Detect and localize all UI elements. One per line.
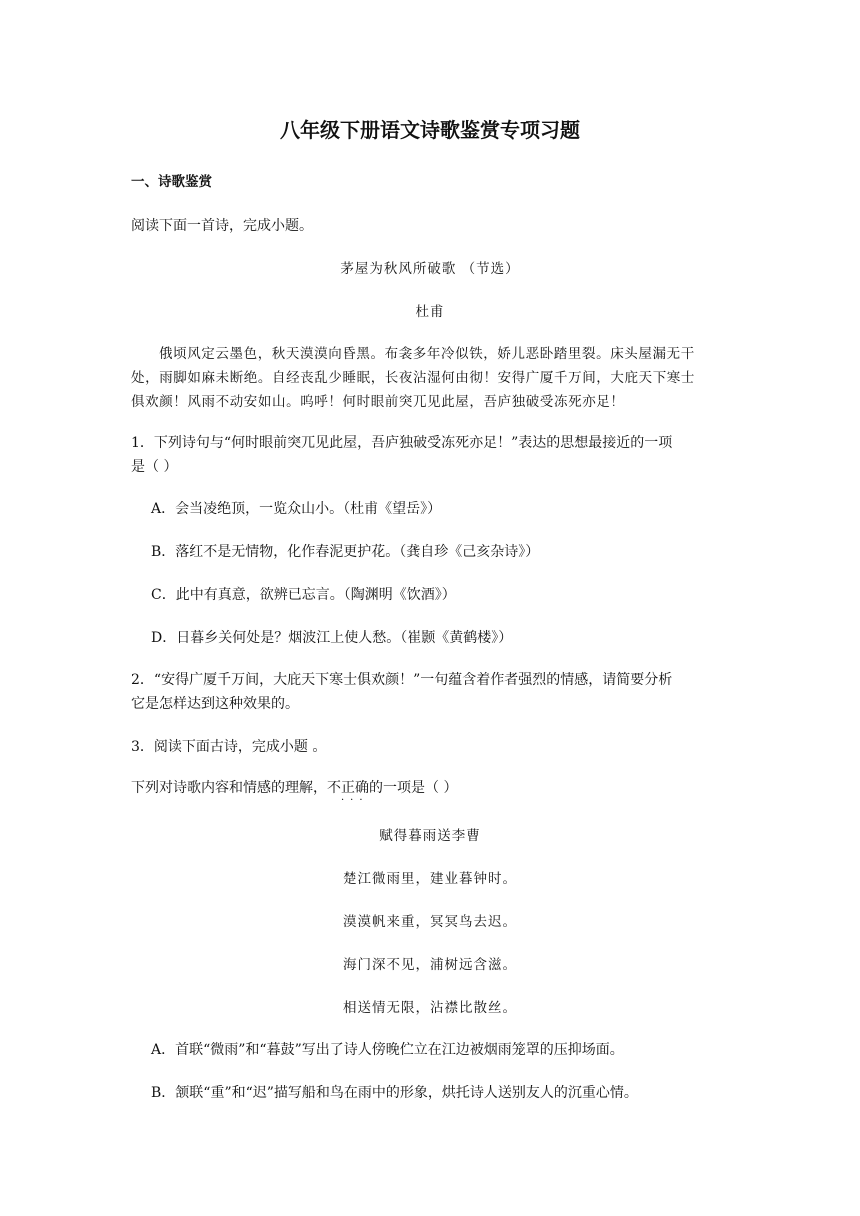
question-2-text-cont: 它是怎样达到这种效果的。	[131, 696, 299, 712]
reading-instruction: 阅读下面一首诗，完成小题。	[131, 218, 313, 234]
question-3-option-b: B．颔联“重”和“迟”描写船和鸟在雨中的形象，烘托诗人送别友人的沉重心情。	[151, 1085, 638, 1101]
question-3-text: 下列对诗歌内容和情感的理解，不正确的一项是（ ）	[131, 780, 458, 796]
option-c: C．此中有真意，欲辨已忘言。（陶渊明《饮酒》）	[151, 587, 456, 603]
poem-author: 杜甫	[415, 304, 445, 320]
poem-2-line: 漠漠帆来重，冥冥鸟去迟。	[343, 914, 517, 930]
option-b: B．落红不是无情物，化作春泥更护花。（龚自珍《己亥杂诗》）	[151, 544, 540, 560]
poem-2-line: 相送情无限，沾襟比散丝。	[343, 1000, 517, 1016]
poem-text-line: 俄顷风定云墨色，秋天漠漠向昏黑。布衾多年冷似铁，娇儿恶卧踏里裂。床头屋漏无干	[159, 346, 695, 362]
poem-2-line: 海门深不见，浦树远含滋。	[343, 957, 517, 973]
section-heading: 一、诗歌鉴赏	[131, 174, 212, 190]
poem-text-line: 俱欢颜！风雨不动安如山。呜呼！何时眼前突兀见此屋，吾庐独破受冻死亦足！	[131, 394, 625, 410]
poem-2-title: 赋得暮雨送李曹	[379, 828, 481, 844]
question-2-text: 2．“安得广厦千万间，大庇天下寒士俱欢颜！”一句蕴含着作者强烈的情感，请简要分析	[131, 672, 673, 688]
question-3-intro: 3．阅读下面古诗，完成小题 。	[131, 739, 327, 755]
poem-text-line: 处，雨脚如麻未断绝。自经丧乱少睡眠，长夜沾湿何由彻！安得广厦千万间，大庇天下寒士	[131, 370, 695, 386]
poem-2-line: 楚江微雨里，建业暮钟时。	[343, 871, 517, 887]
emphasis-dots: ···	[341, 795, 369, 806]
question-1-text-cont: 是（ ）	[131, 459, 178, 475]
poem-title: 茅屋为秋风所破歌 （节选）	[340, 261, 520, 277]
option-a: A．会当凌绝顶，一览众山小。（杜甫《望岳》）	[151, 501, 442, 517]
question-1-text: 1．下列诗句与“何时眼前突兀见此屋，吾庐独破受冻死亦足！”表达的思想最接近的一项	[131, 435, 673, 451]
option-d: D．日暮乡关何处是？烟波江上使人愁。（崔颢《黄鹤楼》）	[151, 630, 513, 646]
question-3-option-a: A．首联“微雨”和“暮鼓”写出了诗人傍晚伫立在江边被烟雨笼罩的压抑场面。	[151, 1042, 624, 1058]
document-title: 八年级下册语文诗歌鉴赏专项习题	[280, 118, 580, 142]
